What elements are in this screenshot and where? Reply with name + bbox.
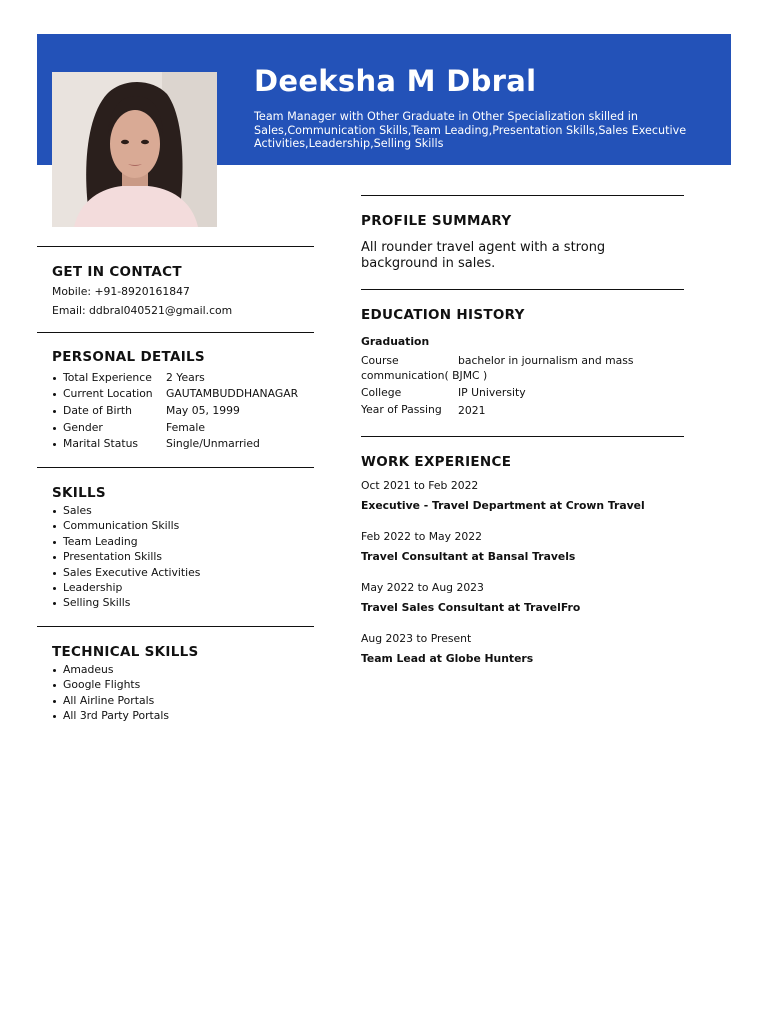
bullet bbox=[53, 393, 56, 396]
headline-tagline: Team Manager with Other Graduate in Other Specialization skilled in Sales,Communication Skills,Team Leading,Presentation Skills,Sales Executive Activities,Leadership,Selling Skills bbox=[254, 110, 687, 150]
personal-row bbox=[52, 387, 312, 403]
personal-row bbox=[52, 437, 312, 453]
contact-email: Email: ddbral040521@gmail.com bbox=[52, 304, 233, 317]
personal-label: Marital Status bbox=[63, 437, 139, 450]
divider bbox=[37, 467, 314, 468]
skill-item: Sales Executive Activities bbox=[52, 565, 200, 580]
job-dates: Feb 2022 to May 2022 bbox=[361, 530, 482, 543]
personal-row bbox=[52, 404, 312, 420]
skill-item: Team Leading bbox=[52, 534, 200, 549]
divider bbox=[37, 246, 314, 247]
portrait-illustration bbox=[52, 72, 217, 227]
personal-label: Total Experience bbox=[63, 371, 152, 384]
job-dates: Oct 2021 to Feb 2022 bbox=[361, 479, 479, 492]
education-college-value: IP University bbox=[458, 386, 526, 399]
technical-skill-item: All Airline Portals bbox=[52, 693, 169, 708]
technical-skill-item: Google Flights bbox=[52, 677, 169, 692]
contact-heading: GET IN CONTACT bbox=[52, 264, 182, 280]
divider bbox=[361, 436, 684, 437]
skill-item: Presentation Skills bbox=[52, 549, 200, 564]
personal-row bbox=[52, 371, 312, 387]
personal-value: Single/Unmarried bbox=[166, 437, 260, 450]
personal-value: GAUTAMBUDDHANAGAR bbox=[166, 387, 299, 400]
bullet bbox=[53, 443, 56, 446]
education-heading: EDUCATION HISTORY bbox=[361, 307, 525, 323]
skill-item: Sales bbox=[52, 503, 200, 518]
contact-mobile: Mobile: +91-8920161847 bbox=[52, 285, 190, 298]
profile-photo bbox=[52, 72, 217, 227]
job-title: Executive - Travel Department at Crown Travel bbox=[361, 499, 645, 512]
skill-item: Selling Skills bbox=[52, 595, 200, 610]
personal-row bbox=[52, 421, 312, 437]
personal-label: Current Location bbox=[63, 387, 153, 400]
technical-skill-item: Amadeus bbox=[52, 662, 169, 677]
skill-item: Leadership bbox=[52, 580, 200, 595]
job-dates: May 2022 to Aug 2023 bbox=[361, 581, 484, 594]
divider bbox=[361, 195, 684, 196]
divider bbox=[37, 626, 314, 627]
bullet bbox=[53, 377, 56, 380]
job-title: Team Lead at Globe Hunters bbox=[361, 652, 534, 665]
personal-label: Gender bbox=[63, 421, 103, 434]
technical-skills-list bbox=[52, 662, 169, 724]
technical-skill-item: All 3rd Party Portals bbox=[52, 708, 169, 723]
personal-value: Female bbox=[166, 421, 206, 434]
profile-summary-heading: PROFILE SUMMARY bbox=[361, 213, 512, 229]
profile-summary-text: All rounder travel agent with a strong background in sales. bbox=[361, 240, 606, 271]
education-year-label: Year of Passing bbox=[361, 403, 442, 416]
skills-list bbox=[52, 503, 200, 611]
skills-heading: SKILLS bbox=[52, 485, 106, 501]
job-title: Travel Consultant at Bansal Travels bbox=[361, 550, 576, 563]
candidate-name: Deeksha M Dbral bbox=[254, 64, 537, 98]
education-course-continued: communication( BJMC ) bbox=[361, 369, 488, 382]
technical-skills-heading: TECHNICAL SKILLS bbox=[52, 644, 199, 660]
education-course-value: bachelor in journalism and mass bbox=[458, 354, 634, 367]
bullet bbox=[53, 410, 56, 413]
personal-details-heading: PERSONAL DETAILS bbox=[52, 349, 205, 365]
work-experience-heading: WORK EXPERIENCE bbox=[361, 454, 512, 470]
skill-item: Communication Skills bbox=[52, 518, 200, 533]
personal-value: 2 Years bbox=[166, 371, 205, 384]
education-course-label: Course bbox=[361, 354, 399, 367]
personal-label: Date of Birth bbox=[63, 404, 132, 417]
job-title: Travel Sales Consultant at TravelFro bbox=[361, 601, 581, 614]
education-degree: Graduation bbox=[361, 335, 430, 348]
education-year-value: 2021 bbox=[458, 404, 486, 417]
job-dates: Aug 2023 to Present bbox=[361, 632, 472, 645]
personal-value: May 05, 1999 bbox=[166, 404, 240, 417]
divider bbox=[361, 289, 684, 290]
divider bbox=[37, 332, 314, 333]
bullet bbox=[53, 427, 56, 430]
education-college-label: College bbox=[361, 386, 402, 399]
